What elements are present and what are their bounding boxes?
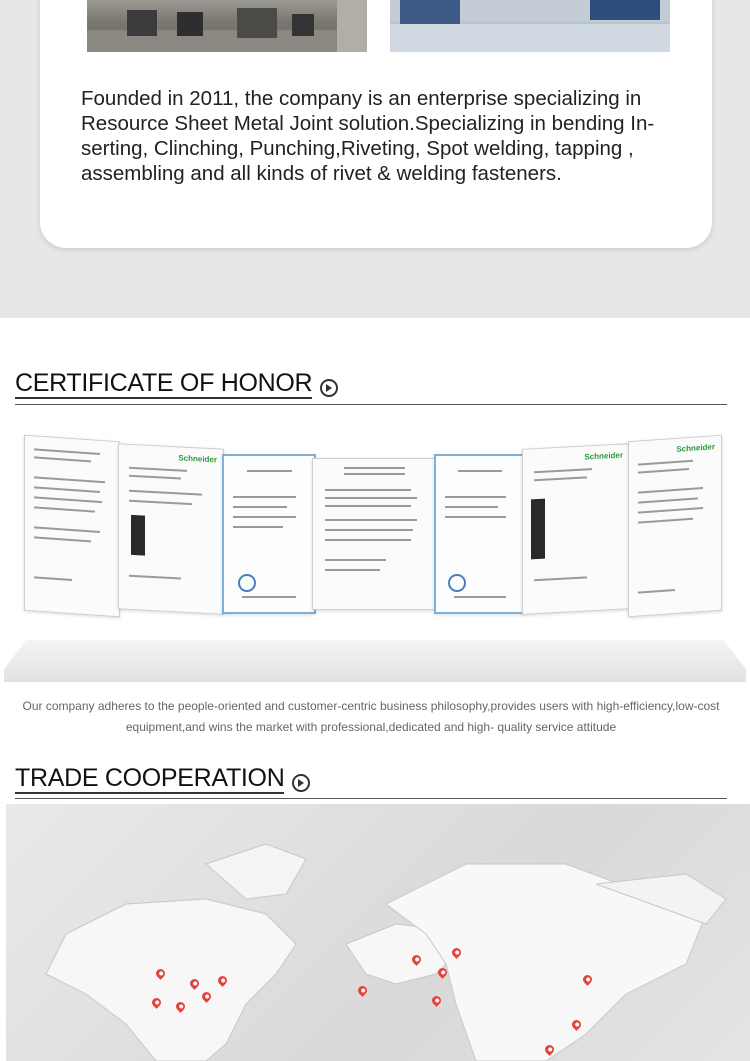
office-photo bbox=[87, 0, 367, 52]
certificate-3[interactable] bbox=[222, 454, 316, 614]
philosophy-line-1: Our company adheres to the people-oriented and customer-centric business philosophy,provides users with high-efficiency,low-cost bbox=[22, 699, 720, 713]
trade-divider bbox=[15, 798, 727, 799]
certificate-1[interactable] bbox=[24, 435, 120, 618]
certificate-heading bbox=[15, 370, 338, 399]
certificate-gallery bbox=[0, 430, 750, 620]
world-map-graphic bbox=[6, 804, 750, 1061]
certificate-title: CERTIFICATE OF HONOR bbox=[15, 369, 313, 397]
certificate-4[interactable] bbox=[312, 458, 436, 610]
workshop-photo bbox=[390, 0, 670, 52]
trade-heading bbox=[15, 765, 310, 794]
certificate-display-shelf bbox=[4, 640, 746, 682]
trade-title: TRADE COOPERATION bbox=[15, 764, 285, 792]
certificate-5[interactable] bbox=[434, 454, 526, 614]
company-intro-text: Founded in 2011, the company is an enterprise specializing in Resource Sheet Metal Joint solution.Specializing in bending In-serting, Clinching, Punching,Riveting, Spot welding, tapping , assembling and all kinds of rivet & welding fasteners. bbox=[81, 87, 655, 185]
arrow-right-circle-icon[interactable] bbox=[292, 774, 310, 792]
world-map bbox=[6, 804, 750, 1061]
arrow-right-circle-icon[interactable] bbox=[320, 379, 338, 397]
certificate-7[interactable]: Schneider bbox=[628, 435, 722, 618]
certificate-divider bbox=[15, 404, 727, 405]
certificate-2[interactable]: Schneider bbox=[118, 443, 224, 615]
certificate-6[interactable]: Schneider bbox=[522, 443, 630, 615]
philosophy-line-2: equipment,and wins the market with professional,dedicated and high- quality service attitude bbox=[125, 720, 617, 734]
philosophy-text bbox=[10, 696, 732, 738]
